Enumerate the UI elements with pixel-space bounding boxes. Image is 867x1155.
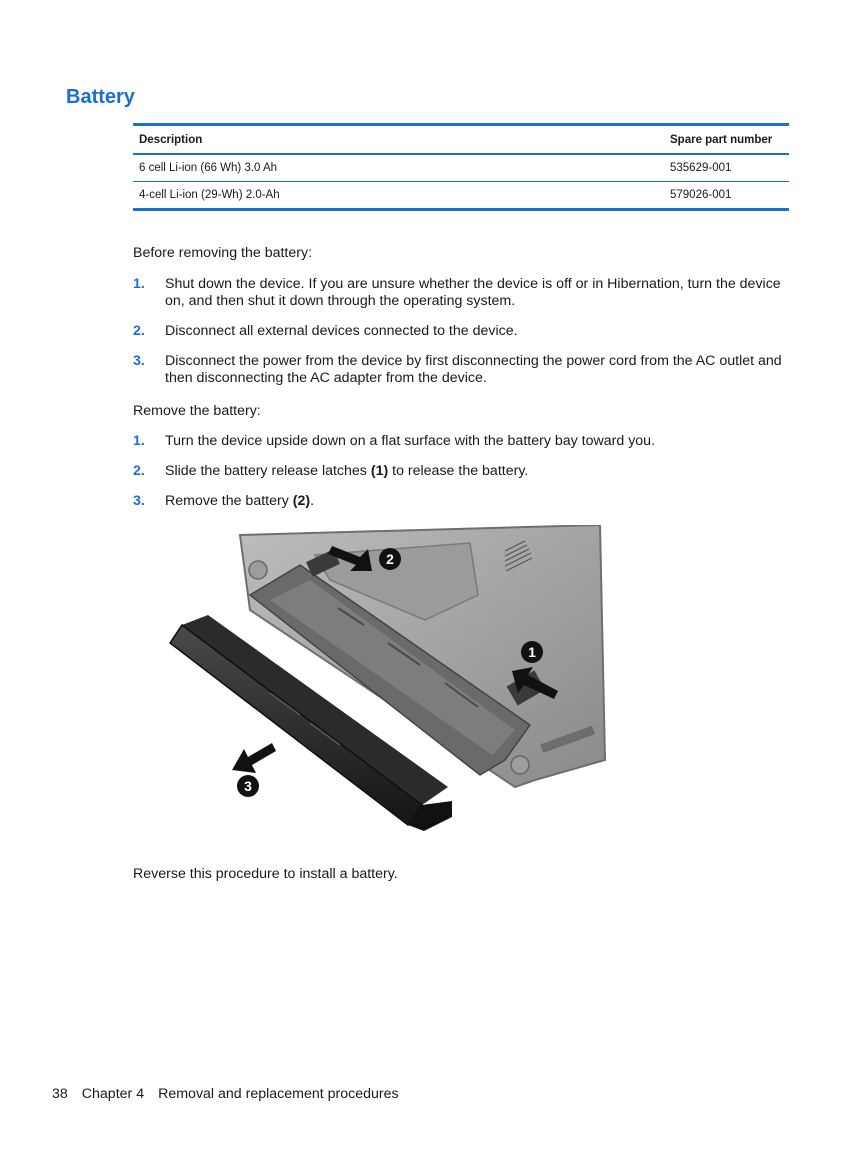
page-number: 38 xyxy=(52,1086,68,1102)
section-label: Removal and replacement procedures xyxy=(158,1086,399,1102)
step-text: Shut down the device. If you are unsure whether the device is off or in Hibernation, turn the device on, and then shut it down through the operating system. xyxy=(165,276,781,309)
step-number: 3. xyxy=(133,493,145,509)
step-number: 2. xyxy=(133,463,145,479)
list-item xyxy=(133,493,783,510)
step-number: 3. xyxy=(133,353,145,369)
callout-3 xyxy=(237,775,259,797)
callout-ref: (1) xyxy=(370,463,389,479)
list-item xyxy=(133,276,783,310)
step-text xyxy=(165,493,314,509)
column-header-part-number: Spare part number xyxy=(670,133,773,146)
row-description: 6 cell Li-ion (66 Wh) 3.0 Ah xyxy=(139,162,278,174)
section-title: Battery xyxy=(66,86,135,108)
before-intro: Before removing the battery: xyxy=(133,245,313,261)
step-text-post: . xyxy=(310,493,315,509)
step-number: 1. xyxy=(133,276,145,292)
step-text xyxy=(165,463,528,479)
before-steps-list xyxy=(133,276,783,400)
chapter-label: Chapter 4 xyxy=(81,1086,145,1102)
step-text: Disconnect all external devices connected to the device. xyxy=(165,323,518,339)
list-item xyxy=(133,433,783,450)
row-part-number: 579026-001 xyxy=(670,189,732,201)
remove-intro: Remove the battery: xyxy=(133,403,261,419)
step-text-post: to release the battery. xyxy=(388,463,529,479)
table-header-row xyxy=(133,125,789,155)
callout-ref: (2) xyxy=(292,493,311,509)
callout-2 xyxy=(379,548,401,570)
closing-note: Reverse this procedure to install a battery. xyxy=(133,866,398,882)
column-header-description: Description xyxy=(139,133,203,146)
table-row xyxy=(133,182,789,210)
step-number: 1. xyxy=(133,433,145,449)
step-text: Disconnect the power from the device by first disconnecting the power cord from the AC outlet and then disconnecting the AC adapter from the device. xyxy=(165,353,782,386)
row-part-number: 535629-001 xyxy=(670,162,732,174)
callout-1 xyxy=(521,641,543,663)
step-number: 2. xyxy=(133,323,145,339)
step-text-pre: Remove the battery xyxy=(165,493,293,509)
list-item xyxy=(133,323,783,340)
table-row xyxy=(133,154,789,182)
list-item xyxy=(133,353,783,387)
remove-steps-list xyxy=(133,433,783,523)
arrow-icon xyxy=(232,743,276,773)
step-text-pre: Slide the battery release latches xyxy=(165,463,371,479)
battery-removal-illustration xyxy=(160,525,610,850)
callout-label: 1 xyxy=(528,644,536,660)
list-item xyxy=(133,463,783,480)
callout-label: 2 xyxy=(386,551,394,567)
callout-label: 3 xyxy=(244,778,252,794)
row-description: 4-cell Li-ion (29-Wh) 2.0-Ah xyxy=(139,189,280,201)
spare-parts-table xyxy=(133,123,789,211)
step-text: Turn the device upside down on a flat surface with the battery bay toward you. xyxy=(165,433,656,449)
laptop-base xyxy=(240,525,605,787)
page-footer xyxy=(52,1086,413,1102)
